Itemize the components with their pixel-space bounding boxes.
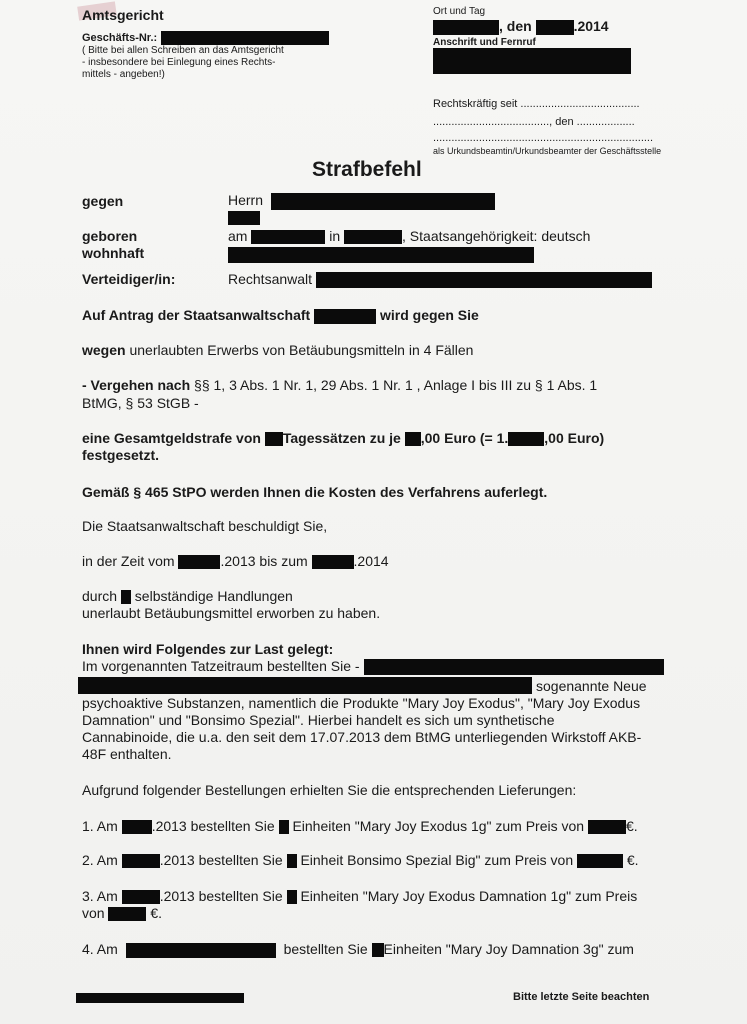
place-date: , den .2014 <box>433 18 609 35</box>
order-item-2: 2. Am .2013 bestellten Sie Einheit Bonsimo Spezial Big" zum Preis von €. <box>82 852 639 868</box>
order-item-1: 1. Am .2013 bestellten Sie Einheiten "Mary Joy Exodus 1g" zum Preis von €. <box>82 818 638 834</box>
allegation-line-1: Im vorgenannten Tatzeitraum bestellten Sie - <box>82 658 664 675</box>
allegation-line-5: Cannabinoide, die u.a. den seit dem 17.07.2013 dem BtMG unterliegenden Wirkstoff AKB- <box>82 729 642 745</box>
redaction <box>122 820 152 834</box>
counsel-name: Rechtsanwalt <box>228 271 652 288</box>
redaction <box>78 677 532 694</box>
redaction <box>508 432 544 446</box>
redaction <box>76 993 244 1003</box>
redaction <box>314 309 376 324</box>
order-item-3-line-2: von €. <box>82 905 163 921</box>
redaction <box>433 20 499 35</box>
redaction <box>121 590 131 604</box>
redaction <box>122 890 160 904</box>
redaction <box>577 854 623 868</box>
redaction <box>344 230 402 244</box>
redaction <box>312 555 354 569</box>
counsel-label: Verteidiger/in: <box>82 271 176 287</box>
residing-label: wohnhaft <box>82 245 145 261</box>
accuses-line: Die Staatsanwaltschaft beschuldigt Sie, <box>82 518 328 534</box>
acts-line: durch selbständige Handlungen <box>82 588 293 604</box>
redaction <box>178 555 220 569</box>
redaction <box>122 854 160 868</box>
redaction <box>271 193 495 210</box>
case-number: Geschäfts-Nr.: <box>82 31 329 45</box>
redaction <box>228 211 260 225</box>
redaction <box>372 943 384 957</box>
period-line: in der Zeit vom .2013 bis zum .2014 <box>82 553 389 569</box>
redaction <box>161 31 329 45</box>
redaction <box>228 247 534 263</box>
offense-line: - Vergehen nach §§ 1, 3 Abs. 1 Nr. 1, 29 Abs. 1 Nr. 1 , Anlage I bis III zu § 1 Abs. 1 <box>82 377 598 393</box>
fine-line-2: festgesetzt. <box>82 447 160 463</box>
finality-line-2: ......................................, den ................... <box>433 116 635 128</box>
allegation-heading: Ihnen wird Folgendes zur Last gelegt: <box>82 641 334 657</box>
defendant-name: Herrn <box>228 192 495 210</box>
orders-intro: Aufgrund folgender Bestellungen erhielten Sie die entsprechenden Lieferungen: <box>82 782 577 798</box>
fine-line: eine Gesamtgeldstrafe von Tagessätzen zu je ,00 Euro (= 1. ,00 Euro) <box>82 430 605 446</box>
redaction <box>316 272 652 288</box>
offense-line-2: BtMG, § 53 StGB - <box>82 395 199 411</box>
redaction <box>364 659 664 675</box>
costs-line: Gemäß § 465 StPO werden Ihnen die Kosten des Verfahrens auferlegt. <box>82 484 548 500</box>
redaction <box>433 48 631 74</box>
redaction <box>108 907 146 921</box>
redaction <box>287 890 297 904</box>
birth-details: am in , Staatsangehörigkeit: deutsch <box>228 228 591 244</box>
order-item-4: 4. Am bestellten Sie Einheiten "Mary Joy Damnation 3g" zum <box>82 941 634 957</box>
allegation-line-6: 48F enthalten. <box>82 746 172 762</box>
redaction <box>287 854 297 868</box>
finality-line-3: ........................................................................ <box>433 132 654 144</box>
redaction <box>405 432 421 446</box>
address-label: Anschrift und Fernruf <box>433 37 536 48</box>
motion-line: Auf Antrag der Staatsanwaltschaft wird gegen Sie <box>82 307 479 323</box>
clerk-label: als Urkundsbeamtin/Urkundsbeamter der Geschäftsstelle <box>433 146 662 156</box>
redaction <box>588 820 626 834</box>
redaction <box>279 820 289 834</box>
redaction <box>251 230 325 244</box>
redaction <box>536 20 574 35</box>
charge-line: wegen unerlaubten Erwerbs von Betäubungsmitteln in 4 Fällen <box>82 342 474 358</box>
redaction <box>265 432 283 446</box>
order-item-3: 3. Am .2013 bestellten Sie Einheiten "Mary Joy Exodus Damnation 1g" zum Preis <box>82 888 638 904</box>
place-date-label: Ort und Tag <box>433 6 486 17</box>
allegation-line-3: psychoaktive Substanzen, namentlich die Produkte "Mary Joy Exodus", "Mary Joy Exodus <box>82 695 641 711</box>
acts-line-2: unerlaubt Betäubungsmittel erworben zu haben. <box>82 605 381 621</box>
case-note: ( Bitte bei allen Schreiben an das Amtsgericht - insbesondere bei Einlegung eines Rechts- mittels - angeben!) <box>82 45 284 80</box>
redaction <box>126 943 276 958</box>
allegation-line-4: Damnation" und "Bonsimo Spezial". Hierbei handelt es sich um synthetische <box>82 712 555 728</box>
against-label: gegen <box>82 193 124 209</box>
finality-line: Rechtskräftig seit ....................................... <box>433 98 640 110</box>
document-title: Strafbefehl <box>312 158 422 181</box>
court-label: Amtsgericht <box>82 7 164 23</box>
footer-note: Bitte letzte Seite beachten <box>513 991 650 1003</box>
allegation-line-2: sogenannte Neue <box>536 678 647 694</box>
born-label: geboren <box>82 228 138 244</box>
